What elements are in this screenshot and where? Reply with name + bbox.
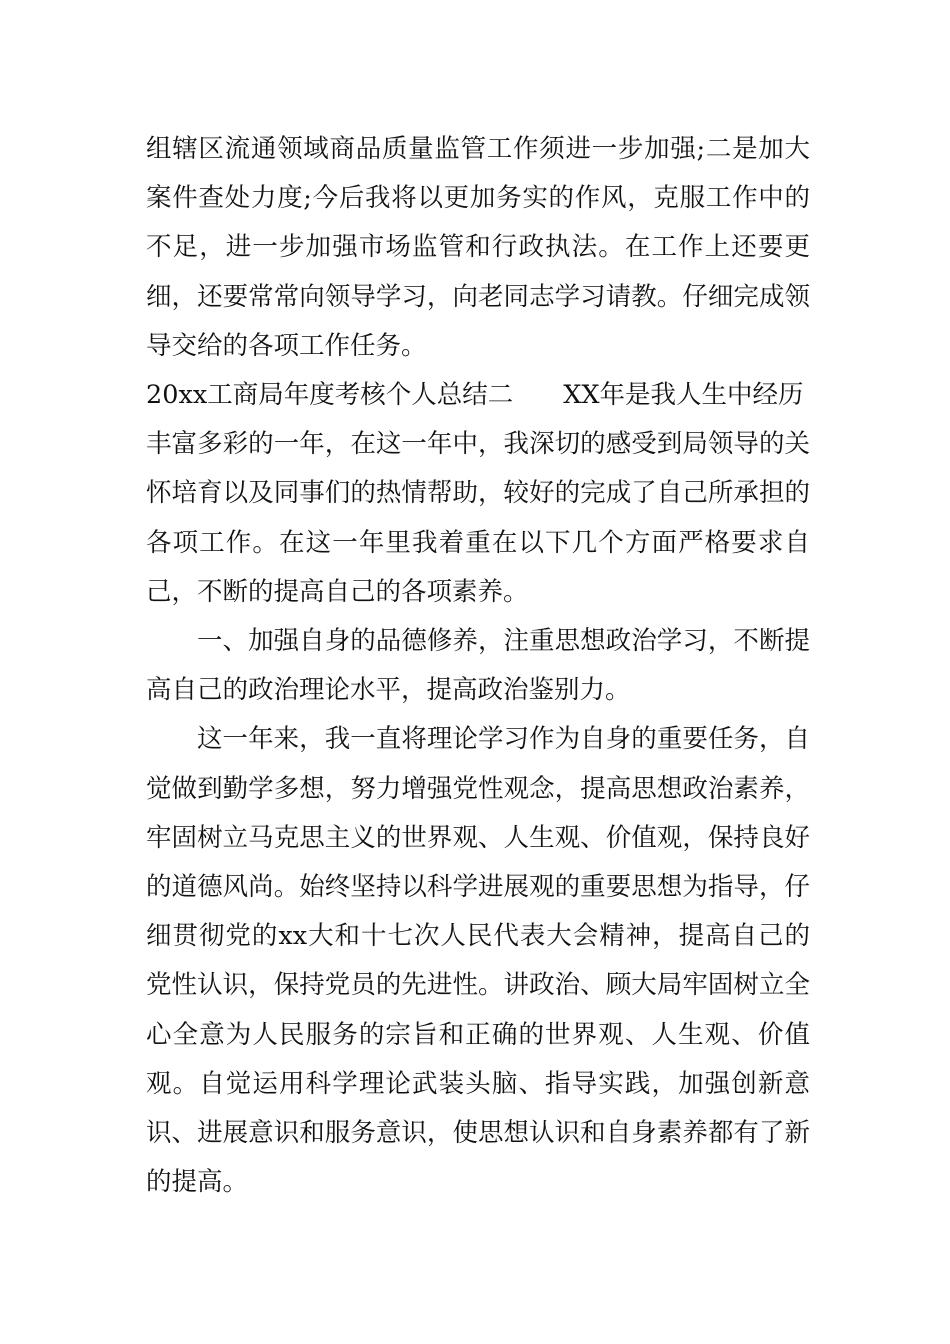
document-body xyxy=(146,125,810,1207)
paragraph-theory-study: 这一年来，我一直将理论学习作为自身的重要任务，自觉做到勤学多想，努力增强党性观念，提高思想政治素养，牢固树立马克思主义的世界观、人生观、价值观，保持良好的道德风尚。始终坚持以科学进展观的重要思想为指导，仔细贯彻党的xx大和十七次人民代表大会精神，提高自己的党性认识，保持党员的先进性。讲政治、顾大局牢固树立全心全意为人民服务的宗旨和正确的世界观、人生观、价值观。自觉运用科学理论武装头脑、指导实践，加强创新意识、进展意识和服务意识，使思想认识和自身素养都有了新的提高。 xyxy=(146,724,810,1198)
summary-heading-line xyxy=(146,371,810,420)
summary-title: 20xx工商局年度考核个人总结二 xyxy=(146,380,514,411)
paragraph-closing-previous: 组辖区流通领域商品质量监管工作须进一步加强;二是加大案件查处力度;今后我将以更加务实的作风，克服工作中的不足，进一步加强市场监管和行政执法。在工作上还要更细，还要常常向领导学习，向老同志学习请教。仔细完成领导交给的各项工作任务。 xyxy=(146,134,810,361)
heading-gap xyxy=(513,371,563,420)
summary-lead-text: XX年是我人生中经历 xyxy=(563,380,804,411)
section-heading-one: 一、加强自身的品德修养，注重思想政治学习，不断提高自己的政治理论水平，提高政治鉴别力。 xyxy=(146,626,810,706)
paragraph-intro-continuation: 丰富多彩的一年，在这一年中，我深切的感受到局领导的关怀培育以及同事们的热情帮助，较好的完成了自己所承担的各项工作。在这一年里我着重在以下几个方面严格要求自己，不断的提高自己的各项素养。 xyxy=(146,429,810,607)
